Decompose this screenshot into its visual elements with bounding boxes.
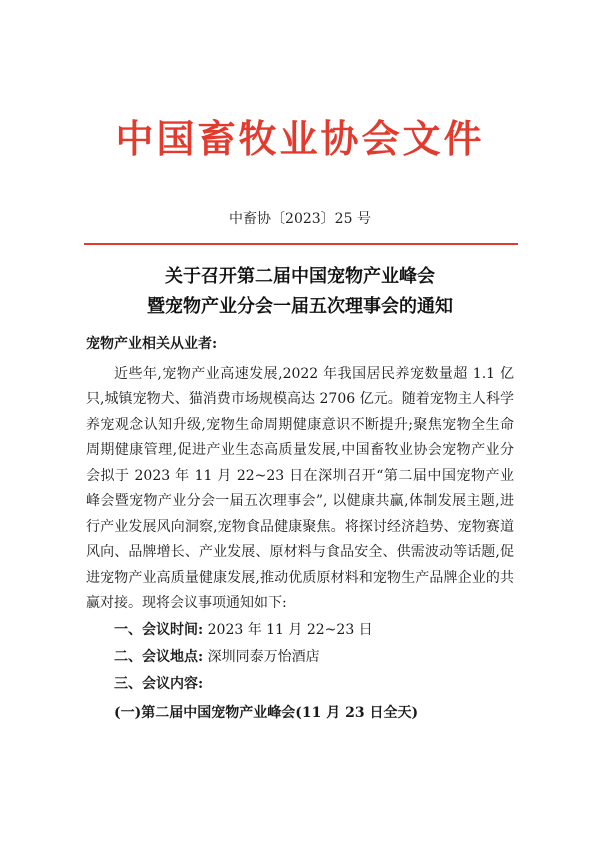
- notice-title-line-2: 暨宠物产业分会一届五次理事会的通知: [147, 296, 453, 317]
- document-number: 中畜协〔2023〕25 号: [229, 211, 371, 227]
- item-meeting-location: [86, 644, 514, 671]
- notice-body: [86, 332, 514, 727]
- item-meeting-content: [86, 671, 514, 698]
- item-value: 2023 年 11 月 22~23 日: [207, 621, 373, 638]
- intro-paragraph: 近些年,宠物产业高速发展,2022 年我国居民养宠数量超 1.1 亿只,城镇宠物犬、猫消费市场规模高达 2706 亿元。随着宠物主人科学养宠观念认知升级,宠物生命周期健康意识不断提升;聚焦宠物全生命周期健康管理,促进产业生态高质量发展,中国畜牧业协会宠物产业分会拟于 2023 年 11 月 22~23 日在深圳召开“第二届中国宠物产业峰会暨宠物产业分会一届五次理事会”, 以健康共赢,体制发展主题,进行产业发展风向洞察,宠物食品健康聚焦。将探讨经济趋势、宠物赛道风向、品牌增长、产业发展、原材料与食品安全、供需波动等话题,促进宠物产业高质量健康发展,推动优质原材料和宠物生产品牌企业的共赢对接。现将会议事项通知如下:: [86, 365, 514, 611]
- notice-title-line-1: 关于召开第二届中国宠物产业峰会: [165, 266, 435, 287]
- item-value: 深圳同泰万怡酒店: [207, 648, 320, 665]
- document-masthead: 中国畜牧业协会文件: [115, 117, 485, 161]
- item-meeting-time: [86, 617, 514, 644]
- salutation: 宠物产业相关从业者:: [86, 336, 218, 352]
- item-heading: 三、会议内容:: [114, 675, 204, 692]
- item-heading: 一、会议时间:: [114, 621, 204, 638]
- red-divider-rule: [84, 243, 518, 245]
- subitem-summit: (一)第二届中国宠物产业峰会(11 月 23 日全天): [114, 704, 419, 721]
- item-heading: 二、会议地点:: [114, 648, 204, 665]
